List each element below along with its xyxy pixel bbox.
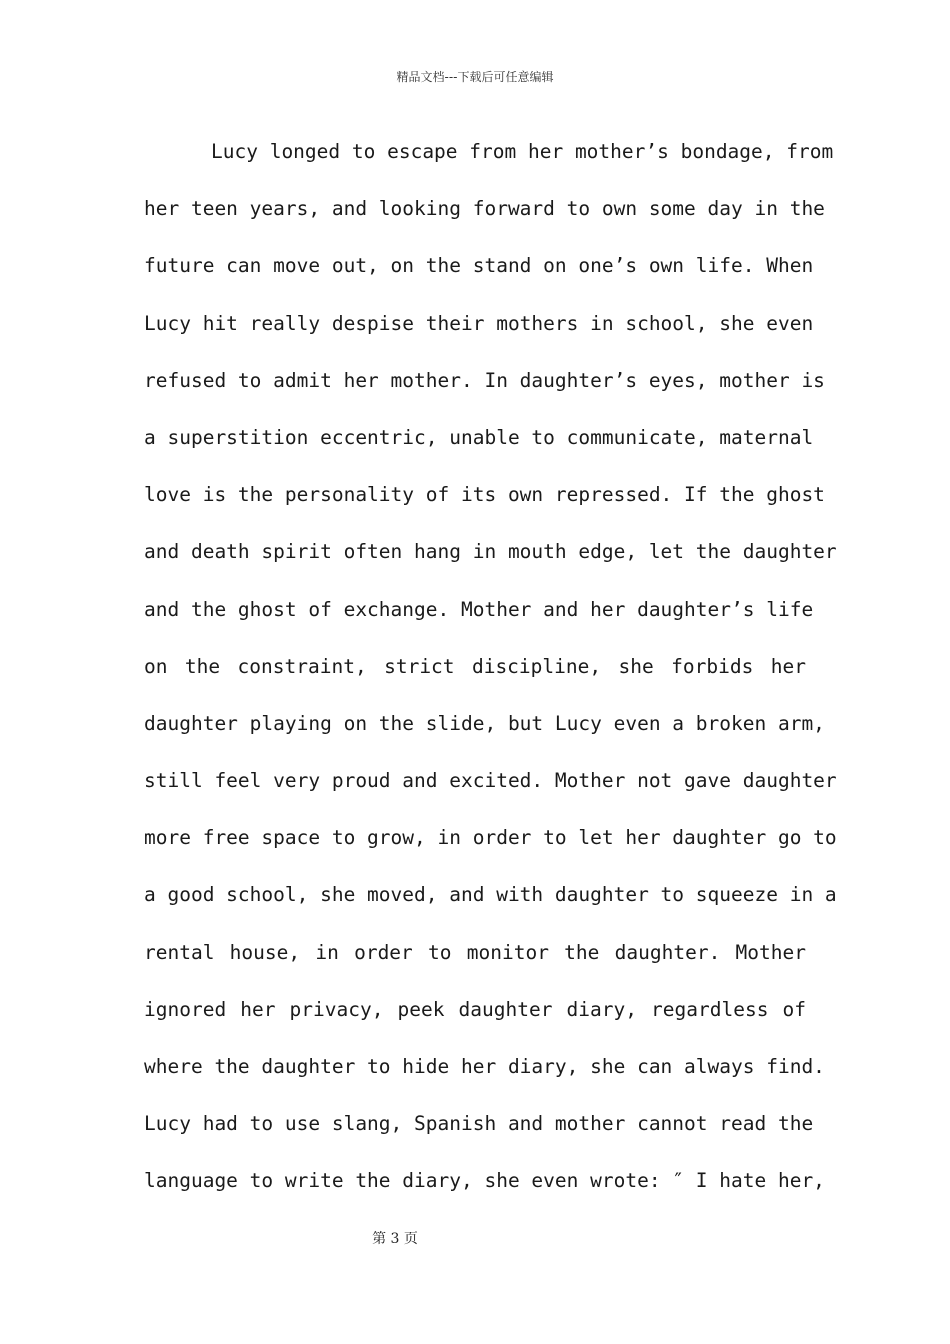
text-line: daughter playing on the slide, but Lucy even a broken arm, [144,711,825,735]
text-line: love is the personality of its own repressed. If the ghost [144,483,825,507]
text-line: where the daughter to hide her diary, she can always find. [144,1055,825,1078]
text-line: more free space to grow, in order to let her daughter go to [144,826,837,850]
text-line: refused to admit her mother. In daughter’s eyes, mother is [144,368,825,392]
body-text [144,123,837,1210]
text-line: Lucy longed to escape from her mother’s bondage, from [211,140,834,163]
text-line: still feel very proud and excited. Mother not gave daughter [144,769,837,793]
text-line: on the constraint, strict discipline, she forbids her [144,654,806,678]
page-number: 第 3 页 [372,1231,418,1247]
text-line: Lucy hit really despise their mothers in school, she even [144,311,814,335]
text-line: her teen years, and looking forward to own some day in the [144,197,825,221]
text-line: language to write the diary, she even wrote: ″ I hate her, [144,1169,825,1193]
text-line: and the ghost of exchange. Mother and her daughter’s life [144,597,814,621]
page-header: 精品文档---下载后可任意编辑 [396,70,554,84]
text-line: future can move out, on the stand on one’s own life. When [144,254,814,278]
text-line: a good school, she moved, and with daughter to squeeze in a [144,883,837,907]
text-line: rental house, in order to monitor the daughter. Mother [144,940,806,964]
text-line: and death spirit often hang in mouth edge, let the daughter [144,540,837,564]
text-line: ignored her privacy, peek daughter diary, regardless of [144,997,806,1021]
text-line: a superstition eccentric, unable to communicate, maternal [144,425,814,449]
text-line: Lucy had to use slang, Spanish and mother cannot read the [144,1112,814,1136]
